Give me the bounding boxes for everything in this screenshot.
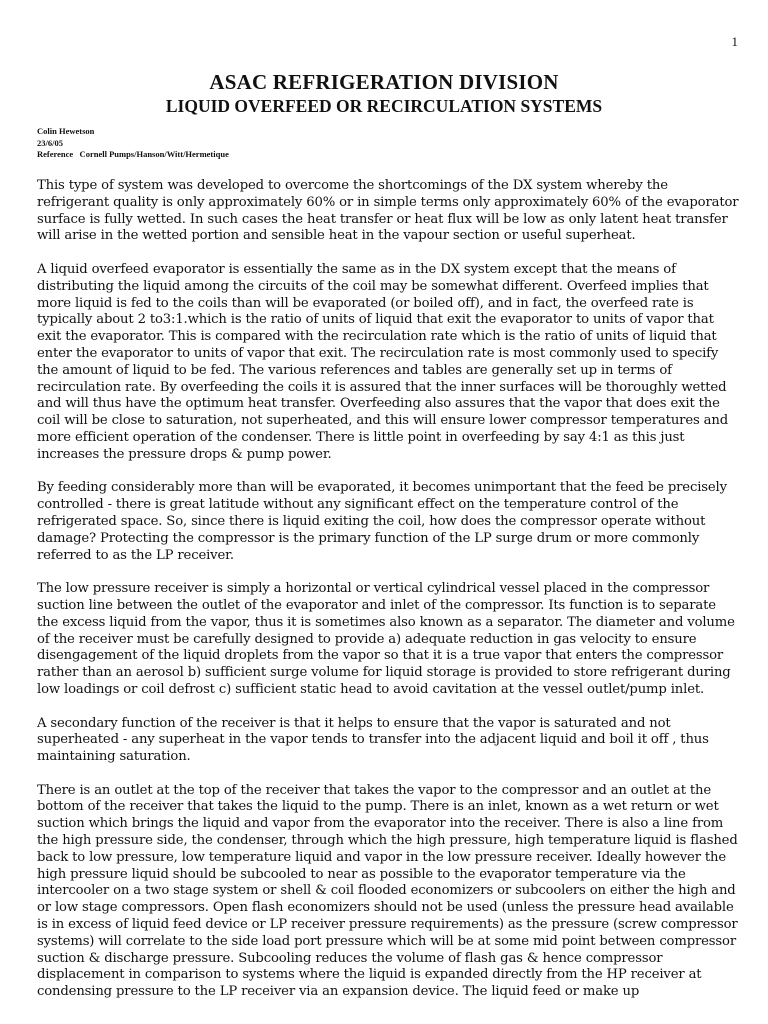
document-title: ASAC REFRIGERATION DIVISION [209, 70, 559, 94]
paragraph: A secondary function of the receiver is that it helps to ensure that the vapor is saturated and not superheated - any superheat in the vapor tends to transfer into the adjacent liquid and boil it off , thus maintaining saturation. [37, 715, 709, 765]
paragraph: A liquid overfeed evaporator is essentially the same as in the DX system except that the means of distributing the liquid among the circuits of the coil may be somewhat different. Overfeed implies that more liquid is fed to the coils than will be evaporated (or boiled off), and in fact, the overfeed rate is typically about 2 to3:1.which is the ratio of units of liquid that exit the evaporator to units of vapor that exit the evaporator. This is compared with the recirculation rate which is the ratio of units of liquid that enter the evaporator to units of vapor that exit. The recirculation rate is most commonly used to specify the amount of liquid to be fed. The various references and tables are generally set up in terms of recirculation rate. By overfeeding the coils it is assured that the inner surfaces will be thoroughly wetted and will thus have the optimum heat transfer. Overfeeding also assures that the vapor that does exit the coil will be close to saturation, not superheated, and this will ensure lower compressor temperatures and more efficient operation of the condenser. There is little point in overfeeding by say 4:1 as this just increases the pressure drops & pump power. [37, 261, 728, 462]
page-number: 1 [731, 34, 738, 49]
paragraph: The low pressure receiver is simply a horizontal or vertical cylindrical vessel placed in the compressor suction line between the outlet of the evaporator and inlet of the compressor. Its function is to separate the excess liquid from the vapor, thus it is sometimes also known as a separator. The diameter and volume of the receiver must be carefully designed to provide a) adequate reduction in gas velocity to ensure disengagement of the liquid droplets from the vapor so that it is a true vapor that enters the compressor rather than an aerosol b) sufficient surge volume for liquid storage is provided to store refrigerant during low loadings or coil defrost c) sufficient static head to avoid cavitation at the vessel outlet/pump inlet. [37, 581, 735, 697]
paragraph: This type of system was developed to overcome the shortcomings of the DX system whereby the refrigerant quality is only approximately 60% or in simple terms only approximately 60% of the evaporator surface is fully wetted. In such cases the heat transfer or heat flux will be low as only latent heat transfer will arise in the wetted portion and sensible heat in the vapour section or useful superheat. [37, 178, 739, 244]
reference-line: Reference Cornell Pumps/Hanson/Witt/Hermetique [37, 149, 229, 159]
document-meta [37, 126, 229, 161]
paragraph: There is an outlet at the top of the receiver that takes the vapor to the compressor and an outlet at the bottom of the receiver that takes the liquid to the pump. There is an inlet, known as a wet return or wet suction which brings the liquid and vapor from the evaporator into the receiver. There is also a line from the high pressure side, the condenser, through which the high pressure, high temperature liquid is flashed back to low pressure, low temperature liquid and vapor in the low pressure receiver. Ideally however the high pressure liquid should be subcooled to near as possible to the evaporator temperature via the intercooler on a two stage system or shell & coil flooded economizers or subcoolers on either the high and or low stage compressors. Open flash economizers should not be used (unless the pressure head available is in excess of liquid feed device or LP receiver pressure requirements) as the pressure (screw compressor systems) will correlate to the side load port pressure which will be at some mid point between compressor suction & discharge pressure. Subcooling reduces the volume of flash gas & hence compressor displacement in comparison to systems where the liquid is expanded directly from the HP receiver at condensing pressure to the LP receiver via an expansion device. The liquid feed or make up [37, 782, 738, 1000]
paragraph: By feeding considerably more than will be evaporated, it becomes unimportant that the feed be precisely controlled - there is great latitude without any significant effect on the temperature control of the refrigerated space. So, since there is liquid exiting the coil, how does the compressor operate without damage? Protecting the compressor is the primary function of the LP surge drum or more commonly referred to as the LP receiver. [37, 480, 727, 563]
author-line: Colin Hewetson [37, 126, 95, 136]
document-body [37, 178, 741, 1018]
document-subtitle: LIQUID OVERFEED OR RECIRCULATION SYSTEMS [165, 96, 603, 116]
date-line: 23/6/05 [37, 137, 63, 148]
